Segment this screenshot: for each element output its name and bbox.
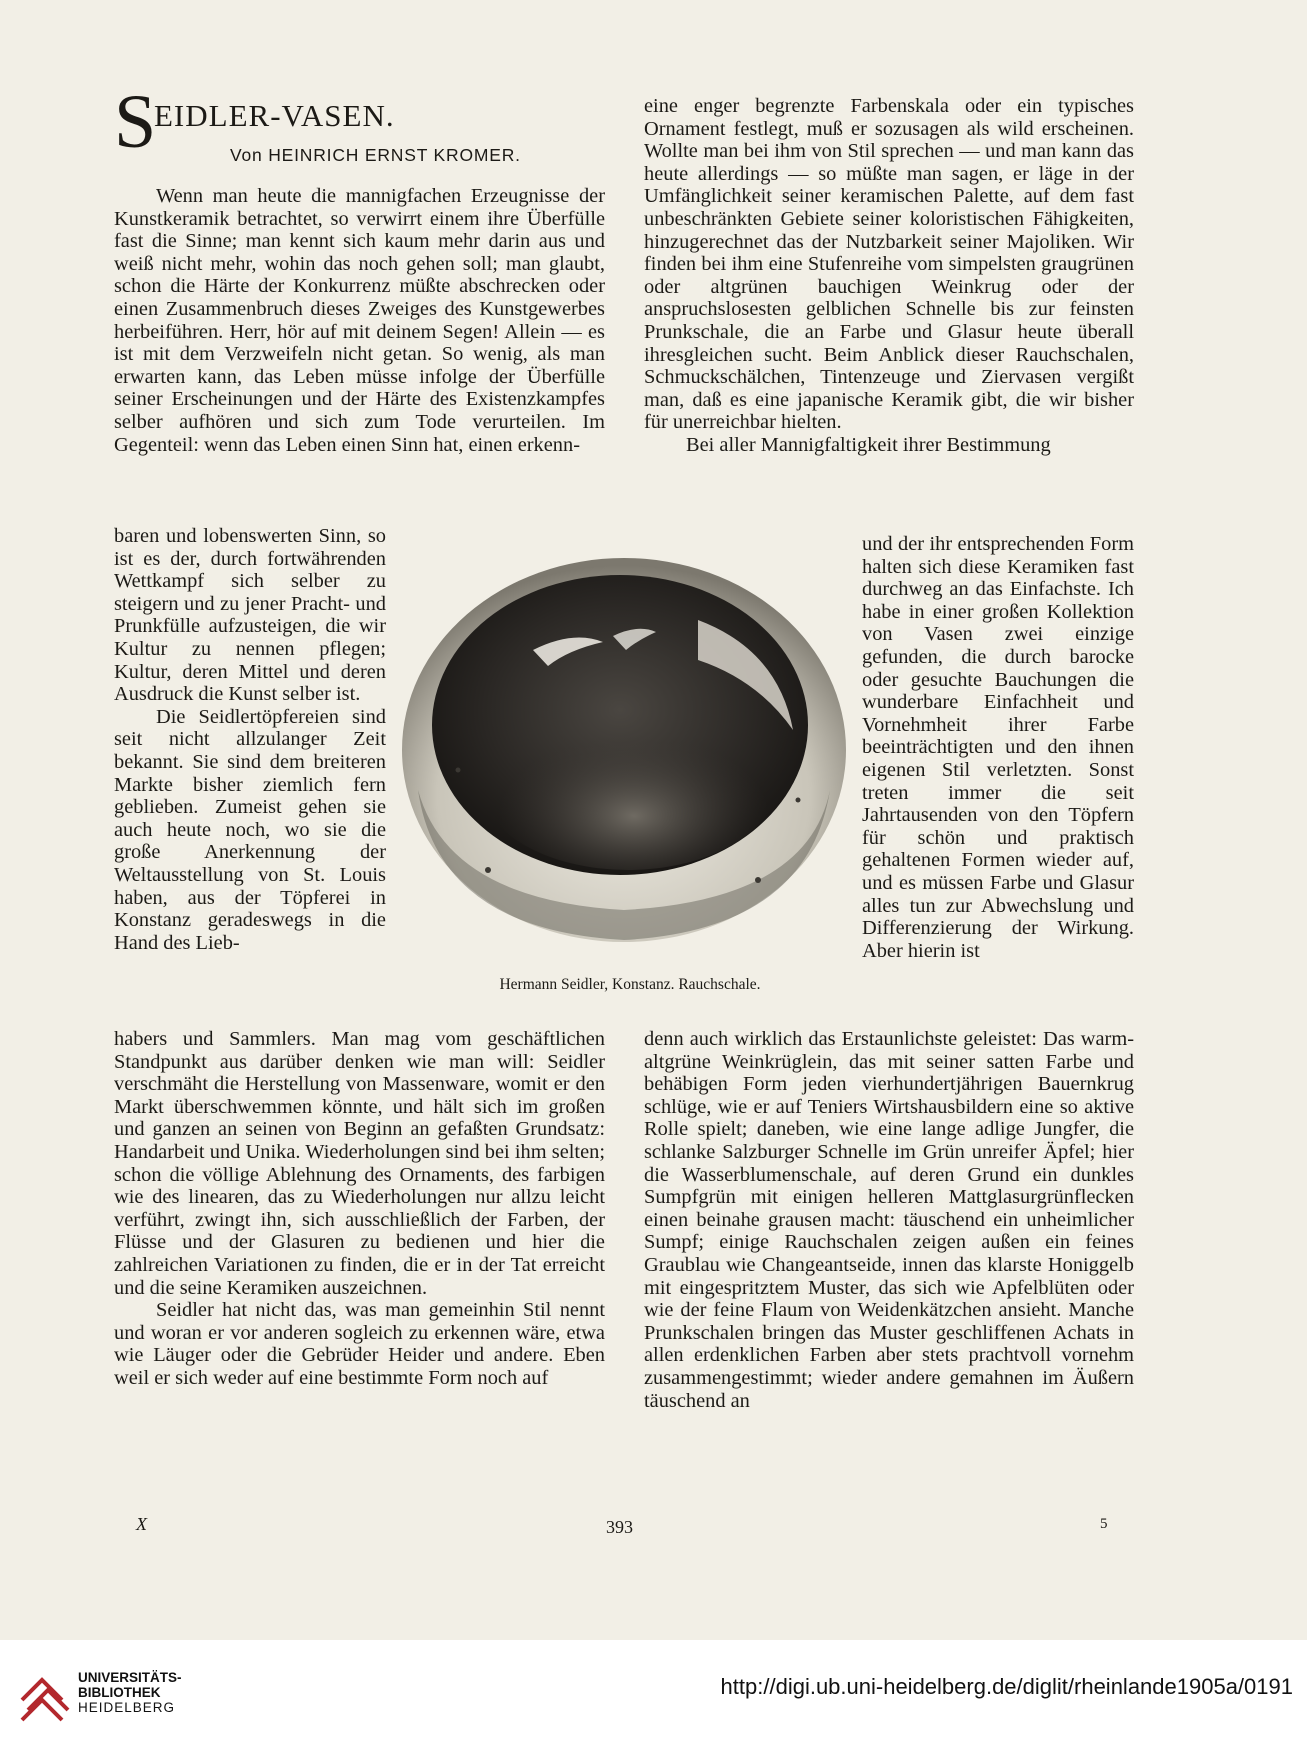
paragraph: Bei aller Mannigfaltigkeit ihrer Bestimmung bbox=[686, 433, 1051, 456]
paragraph: Die Seidlertöpfereien sind seit nicht allzulanger Zeit bekannt. Sie sind dem breiteren Markte bisher ziemlich fern geblieben. Zumeist gehen sie auch heute noch, wo sie die große Anerkennung der Weltausstellung von St. Louis haben, aus der Töpferei in Konstanz geradeswegs in die Hand des Lieb- bbox=[114, 705, 386, 954]
paragraph: Seidler hat nicht das, was man gemeinhin Stil nennt und woran er vor anderen sogleich zu erkennen wäre, etwa wie Läuger oder die Gebrüder Heider und andere. Eben weil er sich weder auf eine bestimmte Form noch auf bbox=[114, 1299, 605, 1389]
left-column-top bbox=[114, 185, 605, 456]
glaze-spot bbox=[755, 877, 761, 883]
library-name: UNIVERSITÄTS- BIBLIOTHEK HEIDELBERG bbox=[78, 1670, 182, 1715]
page-number: 393 bbox=[606, 1517, 633, 1537]
left-column-bottom bbox=[114, 1028, 605, 1390]
signature-mark-left: X bbox=[136, 1514, 147, 1534]
right-column-wrap bbox=[862, 533, 1134, 962]
title-text: EIDLER-VASEN. bbox=[154, 98, 395, 133]
glaze-spot bbox=[485, 867, 491, 873]
paragraph: denn auch wirklich das Erstaunlichste geleistet: Das warm-altgrüne Weinkrüglein, das mit seiner satten Farbe und behäbigen Form jeden vierhundertjährigen Bauernkrug schlüge, wie er auf Teniers Wirtshausbildern eine so aktive Rolle spielt; daneben, wie eine lange adlige Jungfer, die schlanke Salzburger Schnelle im Grün unreifer Äpfel; hier die Wasserblumenschale, auf deren Grund ein dunkles Sumpfgrün mit einigen helleren Mattglasurgrünflecken einen beinahe grausen macht: täuschend ein unheimlicher Sumpf; einige Rauchschalen zeigen außen ein feines Graublau wie Changeantseide, innen das klarste Honiggelb mit eingespritztem Muster, das sich wie Apfelblüten oder wie der feine Flaum von Weidenkätzchen ansieht. Manche Prunkschalen bringen das Muster geschliffenen Achats in allen erdenklichen Farben aber stets prachtvoll vornehm zusammengestimmt; wieder andere gemahnen im Äußern täuschend an bbox=[644, 1028, 1134, 1412]
paragraph: Wenn man heute die mannigfachen Erzeugnisse der Kunstkeramik betrachtet, so verwirrt einem ihre Überfülle fast die Sinne; man kennt sich kaum mehr darin aus und weiß nicht mehr, wohin das noch gehen soll; man glaubt, schon die Härte der Konkurrenz müßte abschrecken oder einen Zusammenbruch dieses Zweiges des Kunstgewerbes herbeiführen. Herr, hör auf mit deinem Segen! Allein — es ist mit dem Verzweifeln nicht getan. So wenig, als man erwarten kann, das Leben müsse infolge der Überfülle seiner Erscheinungen und der Härte des Existenzkampfes selber aufhören und sich zum Tode verurteilen. Im Gegenteil: wenn das Leben einen Sinn hat, einen erkenn- bbox=[114, 185, 605, 456]
paragraph: habers und Sammlers. Man mag vom geschäftlichen Standpunkt aus darüber denken wie man will: Seidler verschmäht die Herstellung von Massenware, womit er den Markt überschwemmen könnte, und hält sich im großen und ganzen an seinen von Beginn an gefaßten Grundsatz: Handarbeit und Unika. Wiederholungen sind bei ihm selten; schon die völlige Ablehnung des Ornaments, des farbigen wie des linearen, das zu Wiederholungen nur allzu leicht verführt, zwingt ihn, sich ausschließlich der Farben, der Flüsse und der Glasuren zu bedienen und hier die zahlreichen Variationen zu finden, die er in der Tat erreicht und die seine Keramiken auszeichnen. bbox=[114, 1028, 605, 1299]
source-url[interactable]: http://digi.ub.uni-heidelberg.de/diglit/rheinlande1905a/0191 bbox=[720, 1674, 1293, 1699]
right-column-bottom bbox=[644, 1028, 1134, 1412]
figure-caption: Hermann Seidler, Konstanz. Rauchschale. bbox=[499, 976, 761, 993]
paragraph: und der ihr entsprechenden Form halten sich diese Keramiken fast durchweg an das Einfachste. Ich habe in einer großen Kollektion von Vasen zwei einzige gefunden, die durch barocke oder gesuchte Bauchungen die wunderbare Einfachheit und Vornehmheit ihrer Farbe beeinträchtigten und den ihnen eigenen Stil verletzten. Sonst treten immer die seit Jahrtausenden von den Töpfern für schön und praktisch gehaltenen Formen wieder auf, und es müssen Farbe und Glasur alles tun zur Abwechslung und Differenzierung der Wirkung. Aber hierin ist bbox=[862, 533, 1134, 962]
title-drop-cap: S bbox=[114, 80, 157, 164]
glaze-spot bbox=[456, 768, 461, 773]
left-column-wrap bbox=[114, 525, 386, 954]
bowl-speckle bbox=[478, 690, 778, 870]
author-byline: Von HEINRICH ERNST KROMER. bbox=[230, 145, 521, 165]
paragraph: eine enger begrenzte Farbenskala oder ein typisches Ornament festlegt, muß er sozusagen als wild erscheinen. Wollte man bei ihm von Stil sprechen — und man kann das heute allerdings — so müßte man sagen, er läge in der Umfänglichkeit seiner keramischen Palette, auf dem fast unbeschränkten Gebiete seiner koloristischen Fähigkeiten, hinzugerechnet das der Nutzbarkeit seiner Majoliken. Wir finden bei ihm eine Stufenreihe vom simpelsten graugrünen oder altgrünen bauchigen Weinkrug oder der anspruchslosesten gelblichen Schnelle bis zur feinsten Prunkschale, die an Farbe und Glasur heute überall ihresgleichen sucht. Beim Anblick dieser Rauchschalen, Schmuckschälchen, Tintenzeuge und Ziervasen vergißt man, daß es eine japanische Keramik gibt, die wir bisher für unerreichbar hielten. bbox=[644, 95, 1134, 434]
bowl-photograph bbox=[398, 540, 850, 945]
library-footer bbox=[0, 1640, 1307, 1746]
library-logo-icon bbox=[18, 1662, 72, 1726]
glaze-spot bbox=[796, 798, 801, 803]
right-column-top bbox=[644, 95, 1134, 457]
signature-mark-right: 5 bbox=[1100, 1516, 1108, 1532]
paragraph: baren und lobenswerten Sinn, so ist es der, durch fortwährenden Wettkampf sich selber zu steigern und zu jener Pracht- und Prunkfülle aufzusteigen, die wir Kultur zu nennen pflegen; Kultur, deren Mittel und deren Ausdruck die Kunst selber ist. bbox=[114, 525, 386, 706]
